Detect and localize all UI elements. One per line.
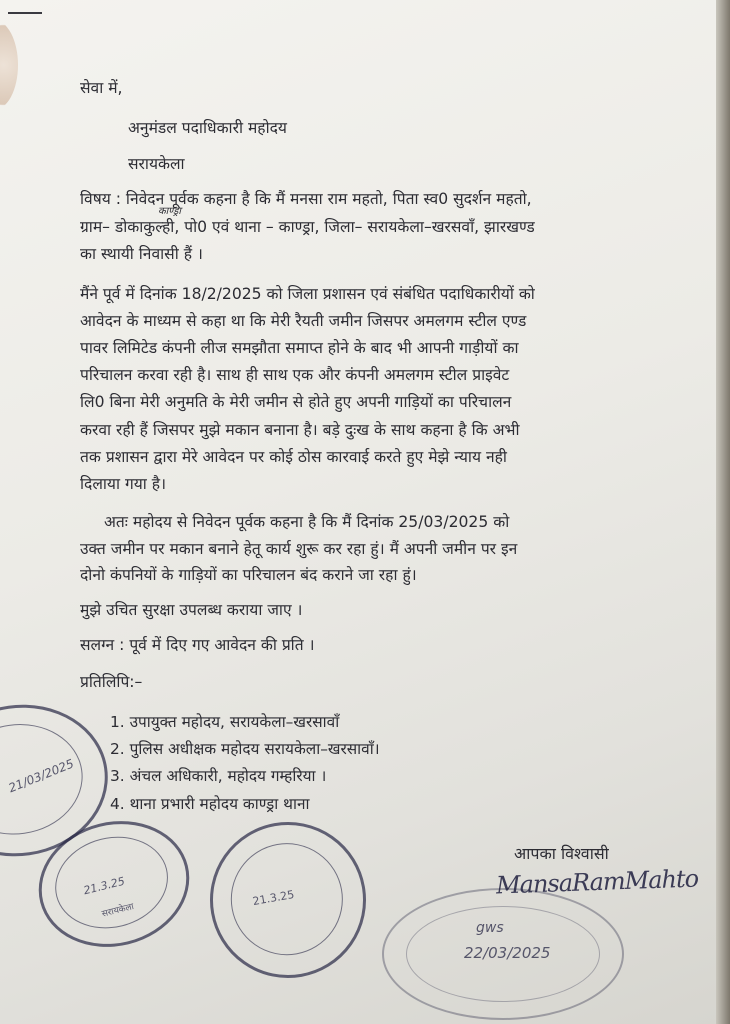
paragraph2-line-2: उक्त जमीन पर मकान बनाने हेतू कार्य शुरू कर रहा हुं। मैं अपनी जमीन पर इन: [80, 540, 518, 558]
paragraph1-line-4: परिचालन करवा रही है। साथ ही साथ एक और कंपनी अमलगम स्टील प्राइवेट: [80, 366, 510, 384]
addressee: अनुमंडल पदाधिकारी महोदय: [128, 119, 287, 137]
right-stamp-date: 22/03/2025: [464, 944, 551, 962]
cc-item-4: 4. थाना प्रभारी महोदय काण्ड्रा थाना: [110, 795, 310, 813]
closing: आपका विश्वासी: [514, 844, 609, 863]
subject-line-3: का स्थायी निवासी हैं ।: [80, 245, 203, 263]
right-stamp-initials: gws: [476, 920, 504, 936]
cc-heading: प्रतिलिपि:–: [80, 673, 143, 691]
salutation: सेवा में,: [80, 79, 123, 97]
paragraph1-line-7: तक प्रशासन द्वारा मेरे आवेदन पर कोई ठोस कारवाई करते हुए मेझे न्याय नही: [80, 448, 507, 466]
paragraph1-line-5: लि0 बिना मेरी अनुमति के मेरी जमीन से होते हुए अपनी गाड़ियों का परिचालन: [80, 393, 512, 411]
subject-line-1: विषय : निवेदन पूर्वक कहना है कि मैं मनसा राम महतो, पिता स्व0 सुदर्शन महतो,: [80, 190, 532, 208]
sdo-stamp-date: 21.3.25: [82, 874, 127, 898]
paragraph1-line-3: पावर लिमिटेड कंपनी लीज समझौता समाप्त होने के बाद भी आपनी गाड़ीयों का: [80, 339, 519, 357]
sdo-stamp-place: सरायकेला: [100, 902, 136, 920]
enclosure-note: सलग्न : पूर्व में दिए गए आवेदन की प्रति ।: [80, 636, 315, 654]
paragraph2-line-3: दोनो कंपनियों के गाड़ियों का परिचालन बंद कराने जा रहा हुं।: [80, 566, 417, 584]
addressee-place: सरायकेला: [128, 155, 185, 173]
security-request: मुझे उचित सुरक्षा उपलब्ध कराया जाए ।: [80, 601, 303, 619]
paragraph1-line-1: मैंने पूर्व में दिनांक 18/2/2025 को जिला प्रशासन एवं संबंधित पदाधिकारीयों को: [80, 285, 535, 303]
correction-note: काण्ड्रा: [158, 206, 181, 217]
subject-line-2: ग्राम– डोकाकुल्ही, पो0 एवं थाना – काण्ड्रा, जिला– सरायकेला–खरसवाँ, झारखण्ड: [80, 218, 535, 236]
signature: MansaRamMahto: [495, 864, 699, 900]
corner-mark: [8, 12, 42, 14]
paragraph1-line-8: दिलाया गया है।: [80, 475, 166, 493]
police-office-stamp: [198, 810, 379, 991]
left-stamp-date: 21/03/2025: [6, 756, 76, 796]
right-office-stamp: [382, 888, 624, 1020]
paragraph1-line-2: आवेदन के माध्यम से कहा था कि मेरी रैयती जमीन जिसपर अमलगम स्टील एण्ड: [80, 312, 527, 330]
paragraph1-line-6: करवा रही हैं जिसपर मुझे मकान बनाना है। बड़े दुःख के साथ कहना है कि अभी: [80, 421, 520, 439]
police-stamp-date: 21.3.25: [251, 887, 296, 909]
cc-item-1: 1. उपायुक्त महोदय, सरायकेला–खरसावाँ: [110, 713, 340, 731]
cc-item-2: 2. पुलिस अधीक्षक महोदय सरायकेला–खरसावाँ।: [110, 740, 380, 758]
paragraph2-line-1: अतः महोदय से निवेदन पूर्वक कहना है कि मैं दिनांक 25/03/2025 को: [104, 513, 510, 531]
paper-edge-shadow: [716, 0, 730, 1024]
cc-item-3: 3. अंचल अधिकारी, महोदय गम्हरिया ।: [110, 767, 327, 785]
finger-shadow: [0, 20, 18, 110]
